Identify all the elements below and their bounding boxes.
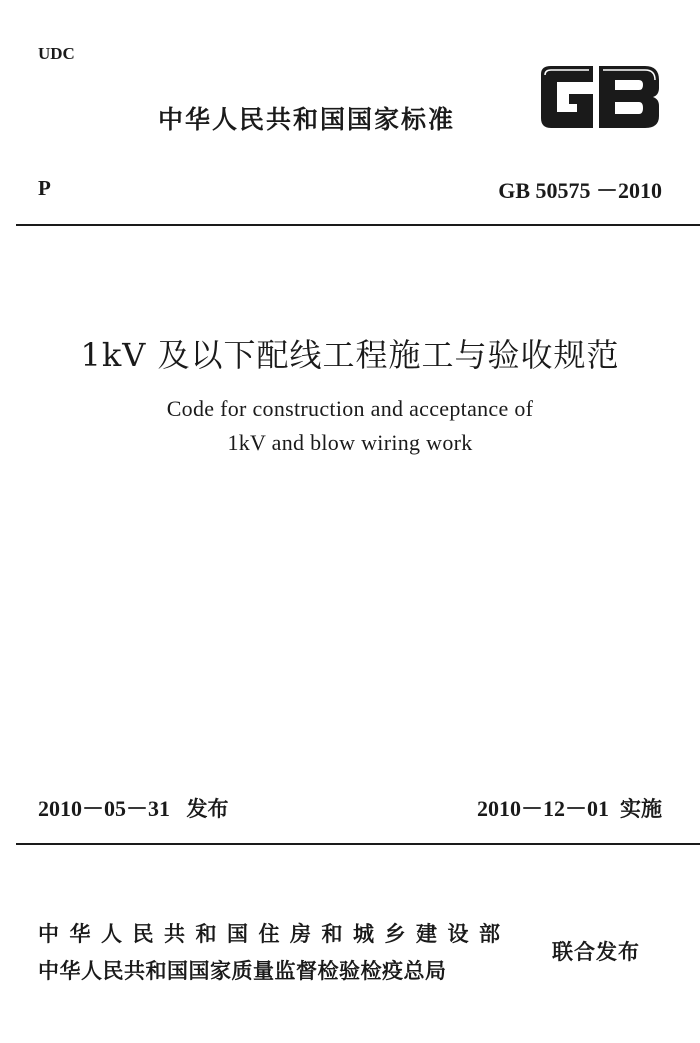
english-title-line2: 1kV and blow wiring work <box>227 430 473 455</box>
gb-logo <box>535 62 663 132</box>
issue-label: 发布 <box>186 797 229 821</box>
implement-label: 实施 <box>620 797 662 821</box>
udc-label: UDC <box>38 44 75 63</box>
bottom-divider <box>16 843 700 845</box>
implement-date: 2010－12－01 <box>476 796 609 821</box>
standard-number: GB 50575 －2010 <box>498 178 662 203</box>
national-standard-heading: 中华人民共和国国家标准 <box>158 105 456 134</box>
english-title-line1: Code for construction and acceptance of <box>166 396 534 421</box>
classification-code: P <box>38 176 51 200</box>
issue-date-block <box>38 792 229 823</box>
issuer-ministry-housing: 中华人民共和国住房和城乡建设部 <box>38 922 511 946</box>
issuer-aqsiq: 中华人民共和国国家质量监督检验检疫总局 <box>38 959 447 983</box>
issue-date: 2010－05－31 <box>38 796 171 821</box>
implement-date-block <box>477 792 662 823</box>
top-divider <box>16 224 700 226</box>
joint-release-label: 联合发布 <box>552 940 640 964</box>
chinese-title: 1kV 及以下配线工程施工与验收规范 <box>80 336 620 374</box>
